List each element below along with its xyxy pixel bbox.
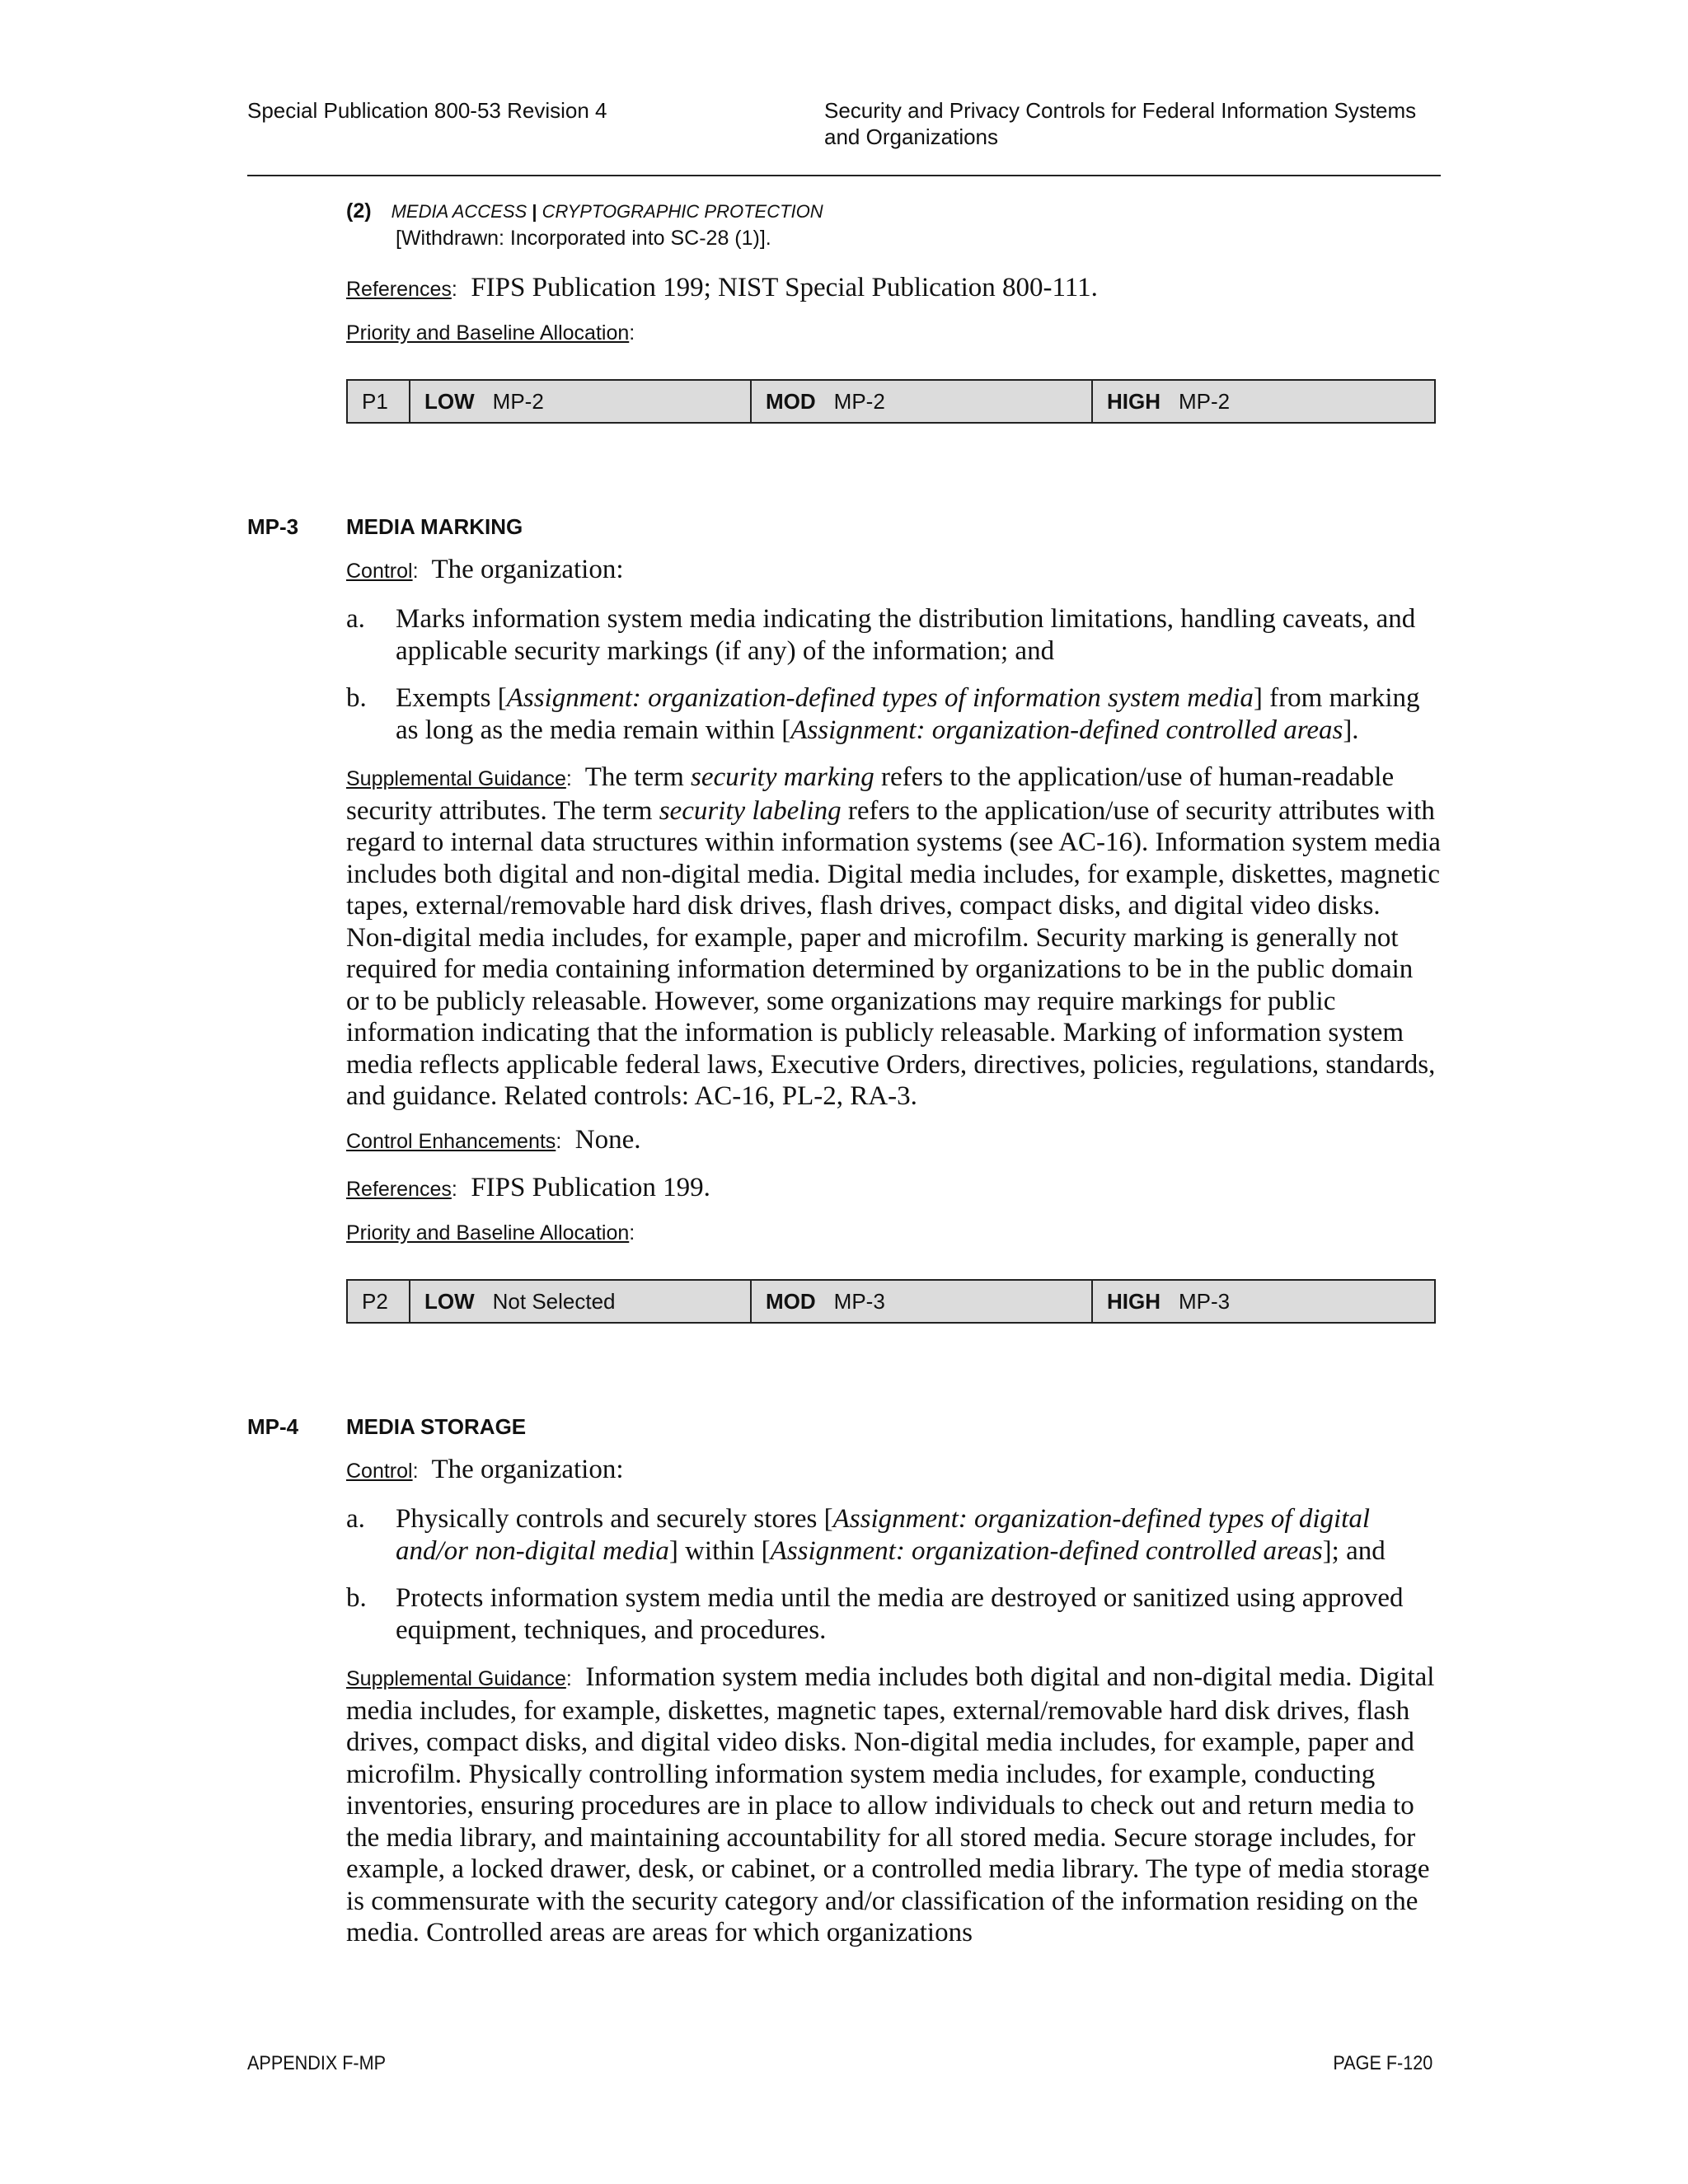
mp3-supplemental-guidance: Supplemental Guidance: The term security marking refers to the application/use of human-readable security attributes. The term security labeling refers to the application/use of security attributes with regard to internal data structures within information systems (see AC-16). Information system media includes both digital and non-digital media. Digital media includes, for example, diskettes, magnetic tapes, external/removable hard disk drives, flash drives, compact disks, and digital video disks. Non-digital media includes, for example, paper and microfilm. Security marking is generally not required for media containing information determined by organizations to be in the public domain or to be publicly releasable. However, some organizations may require markings for public information indicating that the information is publicly releasable. Marking of information system media reflects applicable federal laws, Executive Orders, directives, policies, regulations, standards, and guidance. Related controls: AC-16, PL-2, RA-3. bbox=[346, 762, 1441, 1111]
control-label: Control bbox=[346, 560, 413, 583]
control-id-mp3: MP-3 bbox=[247, 514, 299, 539]
header-title-line1: Security and Privacy Controls for Federal Information Systems bbox=[824, 98, 1417, 123]
control-text: The organization: bbox=[431, 1455, 624, 1484]
baseline-high: HIGH MP-3 bbox=[1107, 1288, 1231, 1314]
item-text: Physically controls and securely stores [Assignment: organization-defined types of digital and/or non-digital media] within [Assignment: organization-defined controlled areas]; and bbox=[396, 1504, 1386, 1566]
priority-label: Priority and Baseline Allocation bbox=[346, 321, 630, 344]
footer-appendix: APPENDIX F-MP bbox=[247, 2052, 387, 2074]
baseline-mod: MOD MP-2 bbox=[752, 381, 1093, 422]
item-text: Protects information system media until the media are destroyed or sanitized using approved equipment, techniques, and procedures. bbox=[396, 1583, 1404, 1645]
enhancement-separator: | bbox=[532, 201, 537, 222]
control-id-mp4: MP-4 bbox=[247, 1414, 299, 1439]
baseline-low: LOW MP-2 bbox=[410, 381, 752, 422]
header-title-line2: and Organizations bbox=[824, 124, 999, 149]
priority-label: Priority and Baseline Allocation bbox=[346, 1221, 630, 1244]
references-label: References bbox=[346, 1178, 452, 1201]
mp4-control: Control: The organization: bbox=[346, 1455, 624, 1484]
mp3-control-enhancements: Control Enhancements: None. bbox=[346, 1125, 641, 1155]
enhancements-label: Control Enhancements bbox=[346, 1130, 556, 1153]
baseline-low: LOW Not Selected bbox=[410, 1281, 752, 1322]
references-label: References bbox=[346, 278, 452, 301]
enhancement-title-a: MEDIA ACCESS bbox=[391, 201, 528, 222]
mp3-baseline-table bbox=[346, 1279, 1436, 1324]
references-text: FIPS Publication 199; NIST Special Publication 800-111. bbox=[471, 273, 1098, 302]
guidance-text: Information system media includes both digital and non-digital media. Digital media includes, for example, diskettes, magnetic tapes, external/removable hard disk drives, flash drives, compact disks, and digital video disks. Non-digital media includes, for example, paper and microfilm. Physically controlling information system media includes, for example, conducting inventories, ensuring procedures are in place to allow individuals to check out and return media to the media library, and maintaining accountability for all stored media. Secure storage includes, for example, a locked drawer, desk, or cabinet, or a controlled media library. The type of media storage is commensurate with the security category and/or classification of the information residing on the media. Controlled areas are areas for which organizations bbox=[346, 1662, 1435, 1947]
mp3-control: Control: The organization: bbox=[346, 555, 624, 584]
guidance-label: Supplemental Guidance bbox=[346, 767, 566, 790]
enhancement-number: (2) bbox=[346, 199, 372, 223]
mp3-priority-label-row: Priority and Baseline Allocation: bbox=[346, 1221, 635, 1244]
control-title-mp3: MEDIA MARKING bbox=[346, 514, 523, 539]
item-letter: a. bbox=[346, 1504, 365, 1534]
baseline-high: HIGH MP-2 bbox=[1107, 388, 1231, 414]
item-letter: a. bbox=[346, 604, 365, 634]
page-header bbox=[247, 97, 1441, 176]
item-letter: b. bbox=[346, 683, 367, 713]
mp3-item-b bbox=[346, 682, 1442, 746]
item-letter: b. bbox=[346, 1583, 367, 1613]
baseline-priority: P1 bbox=[348, 381, 410, 422]
mp3-references: References: FIPS Publication 199. bbox=[346, 1173, 710, 1202]
enhancement-title-b: CRYPTOGRAPHIC PROTECTION bbox=[542, 201, 823, 222]
item-text: Exempts [Assignment: organization-defined types of information system media] from marking as long as the media remain within [Assignment: organization-defined controlled areas]. bbox=[396, 683, 1420, 745]
enhancements-text: None. bbox=[574, 1125, 641, 1155]
mp2-references: References: FIPS Publication 199; NIST Special Publication 800-111. bbox=[346, 273, 1098, 302]
guidance-label: Supplemental Guidance bbox=[346, 1667, 566, 1690]
enhancement-heading bbox=[346, 198, 1442, 225]
control-label: Control bbox=[346, 1460, 413, 1483]
mp4-item-a bbox=[346, 1503, 1442, 1567]
header-publication: Special Publication 800-53 Revision 4 bbox=[247, 98, 607, 123]
mp2-priority-label-row: Priority and Baseline Allocation: bbox=[346, 321, 635, 344]
enhancement-withdrawn-text: [Withdrawn: Incorporated into SC-28 (1)]. bbox=[396, 227, 771, 250]
item-text: Marks information system media indicating the distribution limitations, handling caveats, and applicable security markings (if any) of the information; and bbox=[396, 604, 1416, 666]
footer-page-number: PAGE F-120 bbox=[1333, 2052, 1432, 2074]
baseline-mod: MOD MP-3 bbox=[752, 1281, 1093, 1322]
control-title-mp4: MEDIA STORAGE bbox=[346, 1414, 527, 1439]
mp2-baseline-table bbox=[346, 379, 1436, 424]
control-text: The organization: bbox=[431, 555, 624, 584]
mp4-item-b bbox=[346, 1582, 1442, 1646]
references-text: FIPS Publication 199. bbox=[471, 1173, 710, 1202]
mp3-item-a bbox=[346, 603, 1442, 667]
header-document-title bbox=[824, 97, 1451, 150]
control-enhancement-2 bbox=[346, 198, 1442, 251]
baseline-priority: P2 bbox=[348, 1281, 410, 1322]
mp4-supplemental-guidance: Supplemental Guidance: Information system media includes both digital and non-digital media. Digital media includes, for example, diskettes, magnetic tapes, external/removable hard disk drives, flash drives, compact disks, and digital video disks. Non-digital media includes, for example, paper and microfilm. Physically controlling information system media includes, for example, conducting inventories, ensuring procedures are in place to allow individuals to check out and return media to the media library, and maintaining accountability for all stored media. Secure storage includes, for example, a locked drawer, desk, or cabinet, or a controlled media library. The type of media storage is commensurate with the security category and/or classification of the information residing on the media. Controlled areas are areas for which organizations bbox=[346, 1662, 1435, 1947]
